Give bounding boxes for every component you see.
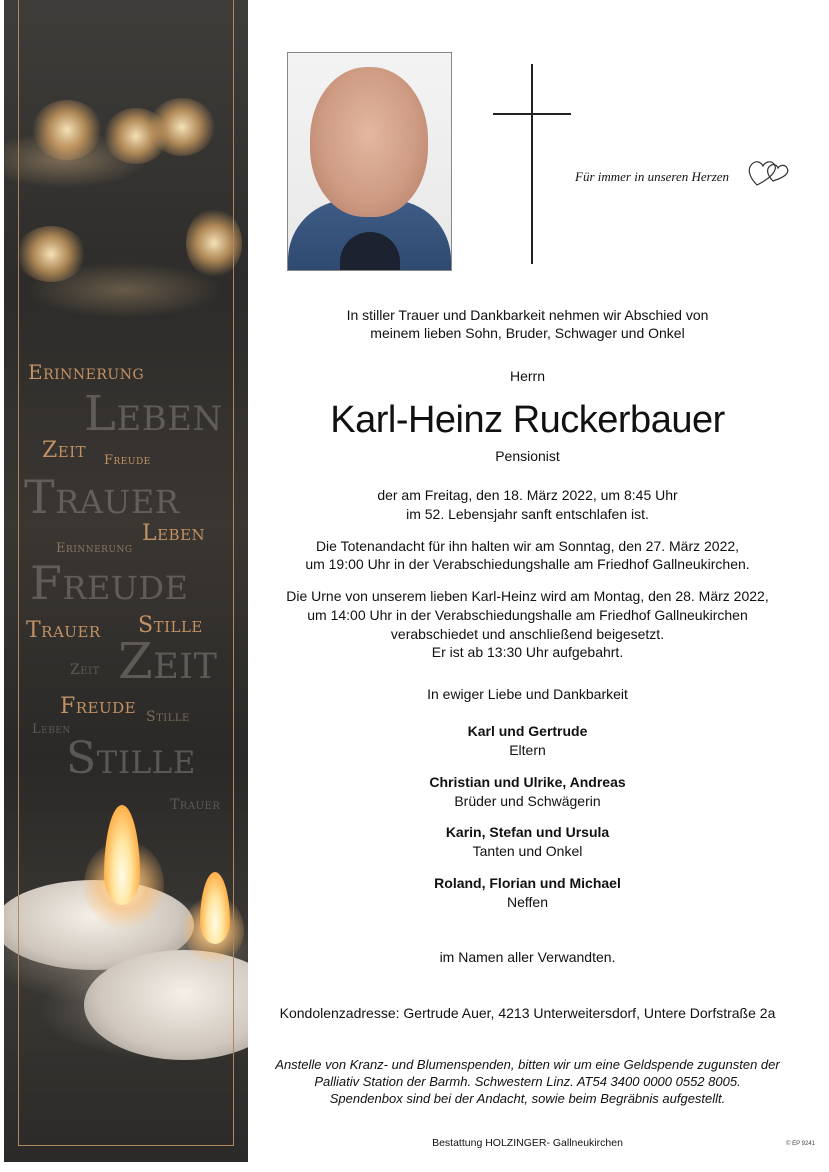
closing: In ewiger Liebe und Dankbarkeit xyxy=(427,686,628,702)
hearts-icon xyxy=(747,155,795,191)
condolence-address: Kondolenzadresse: Gertrude Auer, 4213 Unterweitersdorf, Untere Dorfstraße 2a xyxy=(279,1005,776,1021)
portrait-face xyxy=(310,67,428,217)
undertaker: Bestattung HOLZINGER- Gallneukirchen xyxy=(432,1137,623,1149)
intro-line: meinem lieben Sohn, Bruder, Schwager und Onkel xyxy=(370,325,685,341)
sidebar-word: Stille xyxy=(138,613,203,638)
deceased-name: Karl-Heinz Ruckerbauer xyxy=(330,399,725,441)
vigil-line: Die Totenandacht für ihn halten wir am Sonntag, den 27. März 2022, xyxy=(315,538,740,554)
decorative-candle-panel xyxy=(4,0,248,1162)
sidebar-word: Leben xyxy=(32,722,71,737)
sidebar-word: Freude xyxy=(60,694,137,719)
panel-frame xyxy=(18,0,234,1146)
donation-line: Anstelle von Kranz- und Blumenspenden, bitten wir um eine Geldspende zugunsten der xyxy=(275,1057,780,1072)
salutation: Herrn xyxy=(509,368,545,384)
donation-line: Spendenbox sind bei der Andacht, sowie beim Begräbnis aufgestellt. xyxy=(329,1091,726,1106)
donation-line: Palliativ Station der Barmh. Schwestern Linz. AT54 3400 0000 0552 8005. xyxy=(314,1074,741,1089)
sidebar-word: Stille xyxy=(66,733,196,784)
burial-line: Er ist ab 13:30 Uhr aufgebahrt. xyxy=(431,644,624,660)
mourner-names: Christian und Ulrike, Andreas xyxy=(429,774,626,790)
mourner-relation: Tanten und Onkel xyxy=(472,843,583,859)
burial-line: Die Urne von unserem lieben Karl-Heinz wird am Montag, den 28. März 2022, xyxy=(286,588,769,604)
sidebar-word: Leben xyxy=(84,386,223,442)
mourner-relation: Eltern xyxy=(509,742,546,758)
intro-line: In stiller Trauer und Dankbarkeit nehmen wir Abschied von xyxy=(346,307,709,323)
cross-icon xyxy=(531,64,533,264)
sidebar-word: Erinnerung xyxy=(56,541,133,556)
mourner-names: Karin, Stefan und Ursula xyxy=(445,824,610,840)
death-line: im 52. Lebensjahr sanft entschlafen ist. xyxy=(406,506,649,522)
relatives-line: im Namen aller Verwandten. xyxy=(439,949,616,965)
portrait-photo xyxy=(287,52,452,271)
mourner-names: Karl und Gertrude xyxy=(467,723,588,739)
vigil-line: um 19:00 Uhr in der Verabschiedungshalle am Friedhof Gallneukirchen. xyxy=(305,556,750,572)
sidebar-word: Zeit xyxy=(118,632,218,690)
cross-icon-bar xyxy=(493,113,571,115)
burial-line: verabschiedet und anschließend beigesetzt. xyxy=(390,626,665,642)
death-line: der am Freitag, den 18. März 2022, um 8:45 Uhr xyxy=(377,487,678,503)
occupation: Pensionist xyxy=(495,448,560,464)
sidebar-word: Trauer xyxy=(24,470,180,524)
sidebar-word: Stille xyxy=(146,709,190,725)
mourner-names: Roland, Florian und Michael xyxy=(434,875,621,891)
mourner-relation: Brüder und Schwägerin xyxy=(454,793,601,809)
sidebar-word: Trauer xyxy=(26,618,101,643)
print-code: © EP 9241 xyxy=(786,1141,815,1147)
sidebar-word: Freude xyxy=(30,556,189,610)
burial-line: um 14:00 Uhr in der Verabschiedungshalle am Friedhof Gallneukirchen xyxy=(307,607,748,623)
sidebar-word: Zeit xyxy=(42,438,87,463)
sidebar-word: Trauer xyxy=(170,797,221,813)
sidebar-word: Erinnerung xyxy=(28,360,145,384)
sidebar-word: Zeit xyxy=(70,662,100,678)
tagline: Für immer in unseren Herzen xyxy=(575,169,730,184)
mourner-relation: Neffen xyxy=(507,894,548,910)
sidebar-word: Leben xyxy=(142,521,206,546)
sidebar-word: Freude xyxy=(104,453,151,468)
